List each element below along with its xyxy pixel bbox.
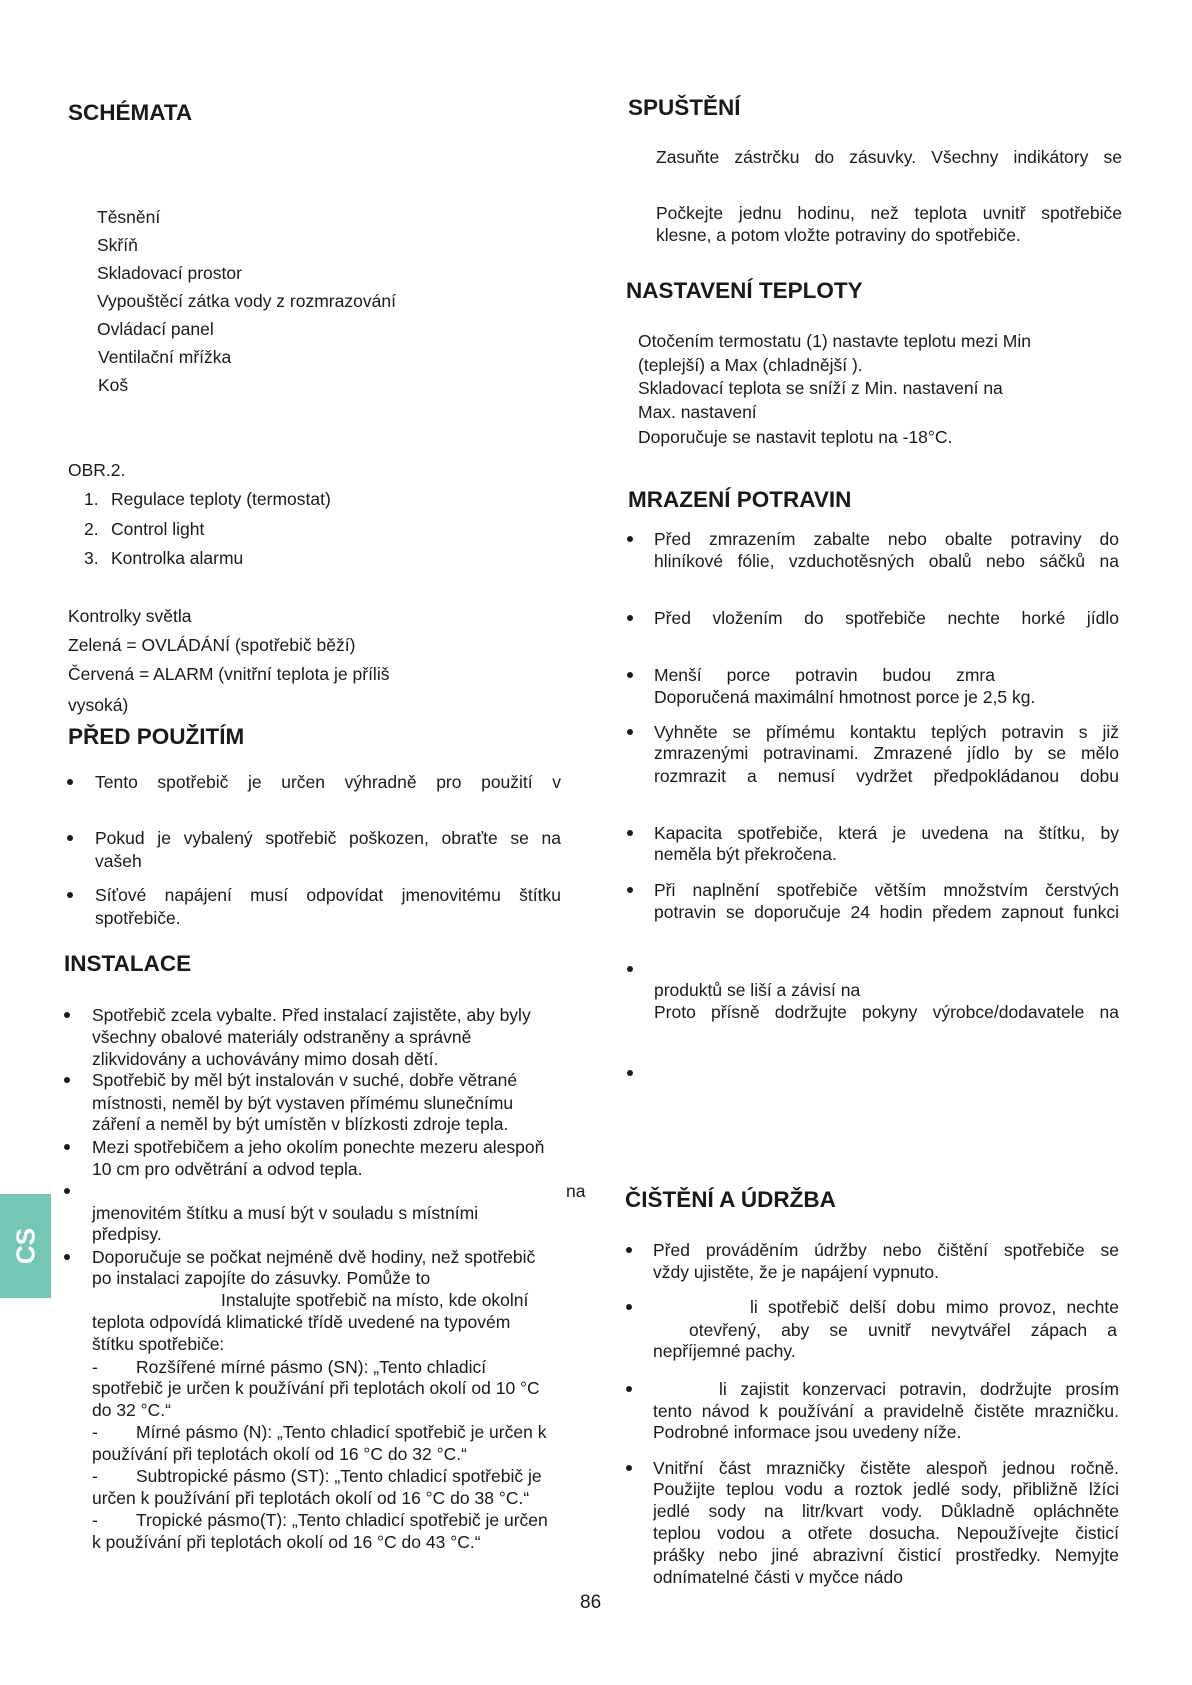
bullet-icon	[626, 1304, 632, 1310]
bullet-text: Spotřebič zcela vybalte. Před instalací zajistěte, aby byly	[92, 1005, 531, 1025]
heading-schemata: SCHÉMATA	[68, 100, 193, 125]
paragraph-line: klesne, a potom vložte potraviny do spotřebiče.	[656, 225, 1021, 245]
language-tab	[0, 1194, 51, 1298]
climate-text: Subtropické pásmo (ST): „Tento chladicí spotřebič je	[136, 1466, 542, 1486]
bullet-text: záření a neměl by být umístěn v blízkosti zdroje tepla.	[92, 1114, 509, 1134]
bullet-text: nepříjemné pachy.	[653, 1341, 796, 1361]
bullet-text: neměla být překročena.	[654, 844, 837, 864]
climate-text: do 32 °C.“	[92, 1400, 171, 1420]
climate-text: používání při teplotách okolí od 16 °C do 32 °C.“	[92, 1444, 467, 1464]
part-label: Skladovací prostor	[97, 263, 242, 283]
dash-marker: -	[92, 1357, 98, 1377]
bullet-text: Kapacita spotřebiče, která je uvedena na štítku, by	[654, 823, 1119, 843]
bullet-text: spotřebiče.	[95, 908, 181, 928]
part-label: Vypouštěcí zátka vody z rozmrazování	[97, 291, 396, 311]
climate-text: Mírné pásmo (N): „Tento chladicí spotřebič je určen k	[136, 1422, 547, 1442]
bullet-text: rozmrazit a nemusí vydržet předpokládanou dobu	[654, 766, 1119, 786]
paragraph-line: Zasuňte zástrčku do zásuvky. Všechny indikátory se	[656, 147, 1122, 167]
bullet-text: Pokud je vybalený spotřebič poškozen, obraťte se na	[95, 828, 561, 848]
bullet-text: Spotřebič by měl být instalován v suché, dobře větrané	[92, 1070, 518, 1090]
bullet-icon	[627, 830, 633, 836]
bullet-text: Síťové napájení musí odpovídat jmenovitému štítku	[95, 885, 561, 905]
bullet-text: Podrobné informace jsou uvedeny níže.	[653, 1422, 962, 1442]
climate-text: Tropické pásmo(T): „Tento chladicí spotřebič je určen	[136, 1510, 548, 1530]
bullet-text: Před zmrazením zabalte nebo obalte potraviny do	[654, 529, 1119, 549]
climate-text: Rozšířené mírné pásmo (SN): „Tento chladicí	[136, 1357, 487, 1377]
lights-line: Zelená = OVLÁDÁNÍ (spotřebič běží)	[68, 635, 356, 655]
part-label: Ventilační mřížka	[98, 347, 232, 367]
bullet-text: tento návod k používání a pravidelně čistěte mrazničku.	[653, 1401, 1119, 1421]
bullet-icon	[627, 615, 633, 621]
bullet-text: Vyhněte se přímému kontaktu teplých potravin s již	[654, 722, 1119, 742]
list-number: 1.	[84, 489, 99, 509]
bullet-text: Mezi spotřebičem a jeho okolím ponechte mezeru alespoň	[92, 1137, 545, 1157]
lights-line: vysoká)	[68, 695, 129, 715]
bullet-icon	[67, 835, 73, 841]
heading-cisteni-a-udrzba: ČIŠTĚNÍ A ÚDRŽBA	[625, 1187, 836, 1212]
bullet-text: prášky nebo jiné abrazivní čisticí prostředky. Nemyjte	[653, 1545, 1119, 1565]
heading-instalace: INSTALACE	[64, 951, 192, 976]
paragraph-line: Max. nastavení	[638, 402, 757, 422]
bullet-text: Doporučená maximální hmotnost porce je 2,5 kg.	[654, 687, 1036, 707]
bullet-icon	[627, 1070, 633, 1076]
heading-nastaveni-teploty: NASTAVENÍ TEPLOTY	[626, 278, 863, 303]
bullet-text: zmrazenými potravinami. Zmrazené jídlo by se mělo	[654, 743, 1119, 763]
heading-pred-pouzitim: PŘED POUŽITÍM	[68, 724, 245, 749]
bullet-text: otevřený, aby se uvnitř nevytvářel zápach a	[689, 1320, 1117, 1340]
bullet-text: Instalujte spotřebič na místo, kde okolní	[221, 1290, 529, 1310]
part-label: Skříň	[97, 235, 138, 255]
list-item: Kontrolka alarmu	[111, 548, 244, 568]
paragraph-line: Doporučuje se nastavit teplotu na -18°C.	[638, 427, 953, 447]
bullet-text: Při naplnění spotřebiče větším množstvím čerstvých	[654, 880, 1119, 900]
bullet-icon	[626, 1465, 632, 1471]
heading-spusteni: SPUŠTĚNÍ	[628, 95, 741, 120]
dash-marker: -	[92, 1466, 98, 1486]
bullet-text: na	[566, 1181, 586, 1201]
bullet-text: Doporučuje se počkat nejméně dvě hodiny, než spotřebič	[92, 1247, 536, 1267]
dash-marker: -	[92, 1510, 98, 1530]
paragraph-line: Počkejte jednu hodinu, než teplota uvnitř spotřebiče	[656, 203, 1122, 223]
bullet-icon	[67, 892, 73, 898]
bullet-text: teplota odpovídá klimatické třídě uvedené na typovém	[92, 1312, 511, 1332]
bullet-text: Před vložením do spotřebiče nechte horké jídlo	[654, 608, 1119, 628]
bullet-icon	[627, 966, 633, 972]
part-label: Těsnění	[97, 207, 161, 227]
bullet-text: zlikvidovány a uchovávány mimo dosah dětí.	[92, 1049, 439, 1069]
language-tab-label: CS	[10, 1227, 40, 1265]
bullet-text: po instalaci zapojíte do zásuvky. Pomůže to	[92, 1268, 431, 1288]
bullet-icon	[627, 729, 633, 735]
bullet-text: li zajistit konzervaci potravin, dodržujte prosím	[719, 1379, 1119, 1399]
bullet-text: Před prováděním údržby nebo čištění spotřebiče se	[653, 1240, 1119, 1260]
bullet-text: produktů se liší a závisí na	[654, 980, 861, 1000]
bullet-icon	[627, 672, 633, 678]
bullet-text: Menší porce potravin budou zmra	[654, 665, 995, 685]
bullet-text: Použijte teplou vodu a roztok jedlé sody, přibližně lžíci	[653, 1479, 1119, 1499]
paragraph-line: Otočením termostatu (1) nastavte teplotu mezi Min	[638, 331, 1031, 351]
bullet-text: hliníkové fólie, vzduchotěsných obalů nebo sáčků na	[654, 551, 1119, 571]
page-number: 86	[580, 1592, 602, 1613]
dash-marker: -	[92, 1422, 98, 1442]
bullet-icon	[64, 1188, 70, 1194]
bullet-text: místnosti, neměl by být vystaven přímému slunečnímu	[92, 1093, 514, 1113]
bullet-icon	[627, 536, 633, 542]
list-number: 2.	[84, 519, 99, 539]
bullet-text: Tento spotřebič je určen výhradně pro použití v	[95, 772, 561, 792]
bullet-text: jedlé sody na litr/kvart vody. Důkladně opláchněte	[653, 1501, 1119, 1521]
list-number: 3.	[84, 548, 99, 568]
part-label: Ovládací panel	[97, 319, 214, 339]
bullet-text: všechny obalové materiály odstraněny a správně	[92, 1027, 472, 1047]
bullet-text: odnímatelné části v myčce nádo	[653, 1567, 903, 1587]
bullet-icon	[627, 887, 633, 893]
bullet-text: vašeh	[95, 851, 142, 871]
bullet-text: jmenovitém štítku a musí být v souladu s místními	[92, 1203, 479, 1223]
bullet-text: li spotřebič delší dobu mimo provoz, nechte	[750, 1297, 1119, 1317]
bullet-icon	[626, 1247, 632, 1253]
bullet-text: vždy ujistěte, že je napájení vypnuto.	[653, 1262, 940, 1282]
bullet-text: 10 cm pro odvětrání a odvod tepla.	[92, 1159, 363, 1179]
heading-mrazeni-potravin: MRAZENÍ POTRAVIN	[628, 487, 852, 512]
bullet-text: potravin se doporučuje 24 hodin předem zapnout funkci	[654, 902, 1119, 922]
bullet-text: předpisy.	[92, 1224, 162, 1244]
paragraph-line: Skladovací teplota se sníží z Min. nastavení na	[638, 378, 1003, 398]
list-item: Control light	[111, 519, 205, 539]
bullet-text: Vnitřní část mrazničky čistěte alespoň jednou ročně.	[653, 1458, 1119, 1478]
bullet-text: Proto přísně dodržujte pokyny výrobce/dodavatele na	[654, 1002, 1119, 1022]
bullet-icon	[626, 1386, 632, 1392]
lights-line: Kontrolky světla	[68, 606, 192, 626]
bullet-icon	[64, 1254, 70, 1260]
bullet-icon	[64, 1012, 70, 1018]
climate-text: k používání při teplotách okolí od 16 °C do 43 °C.“	[92, 1532, 481, 1552]
climate-text: spotřebič je určen k používání při teplotách okolí od 10 °C	[92, 1378, 540, 1398]
bullet-icon	[67, 779, 73, 785]
bullet-icon	[64, 1144, 70, 1150]
lights-line: Červená = ALARM (vnitřní teplota je příliš	[68, 664, 390, 684]
bullet-icon	[64, 1077, 70, 1083]
bullet-text: teplou vodou a otřete dosucha. Nepoužívejte čisticí	[653, 1523, 1119, 1543]
part-label: Koš	[98, 375, 129, 395]
paragraph-line: (teplejší) a Max (chladnější ).	[638, 355, 863, 375]
bullet-text: štítku spotřebiče:	[92, 1334, 225, 1354]
figure-label: OBR.2.	[68, 460, 126, 480]
climate-text: určen k používání při teplotách okolí od 16 °C do 38 °C.“	[92, 1488, 530, 1508]
list-item: Regulace teploty (termostat)	[111, 489, 331, 509]
